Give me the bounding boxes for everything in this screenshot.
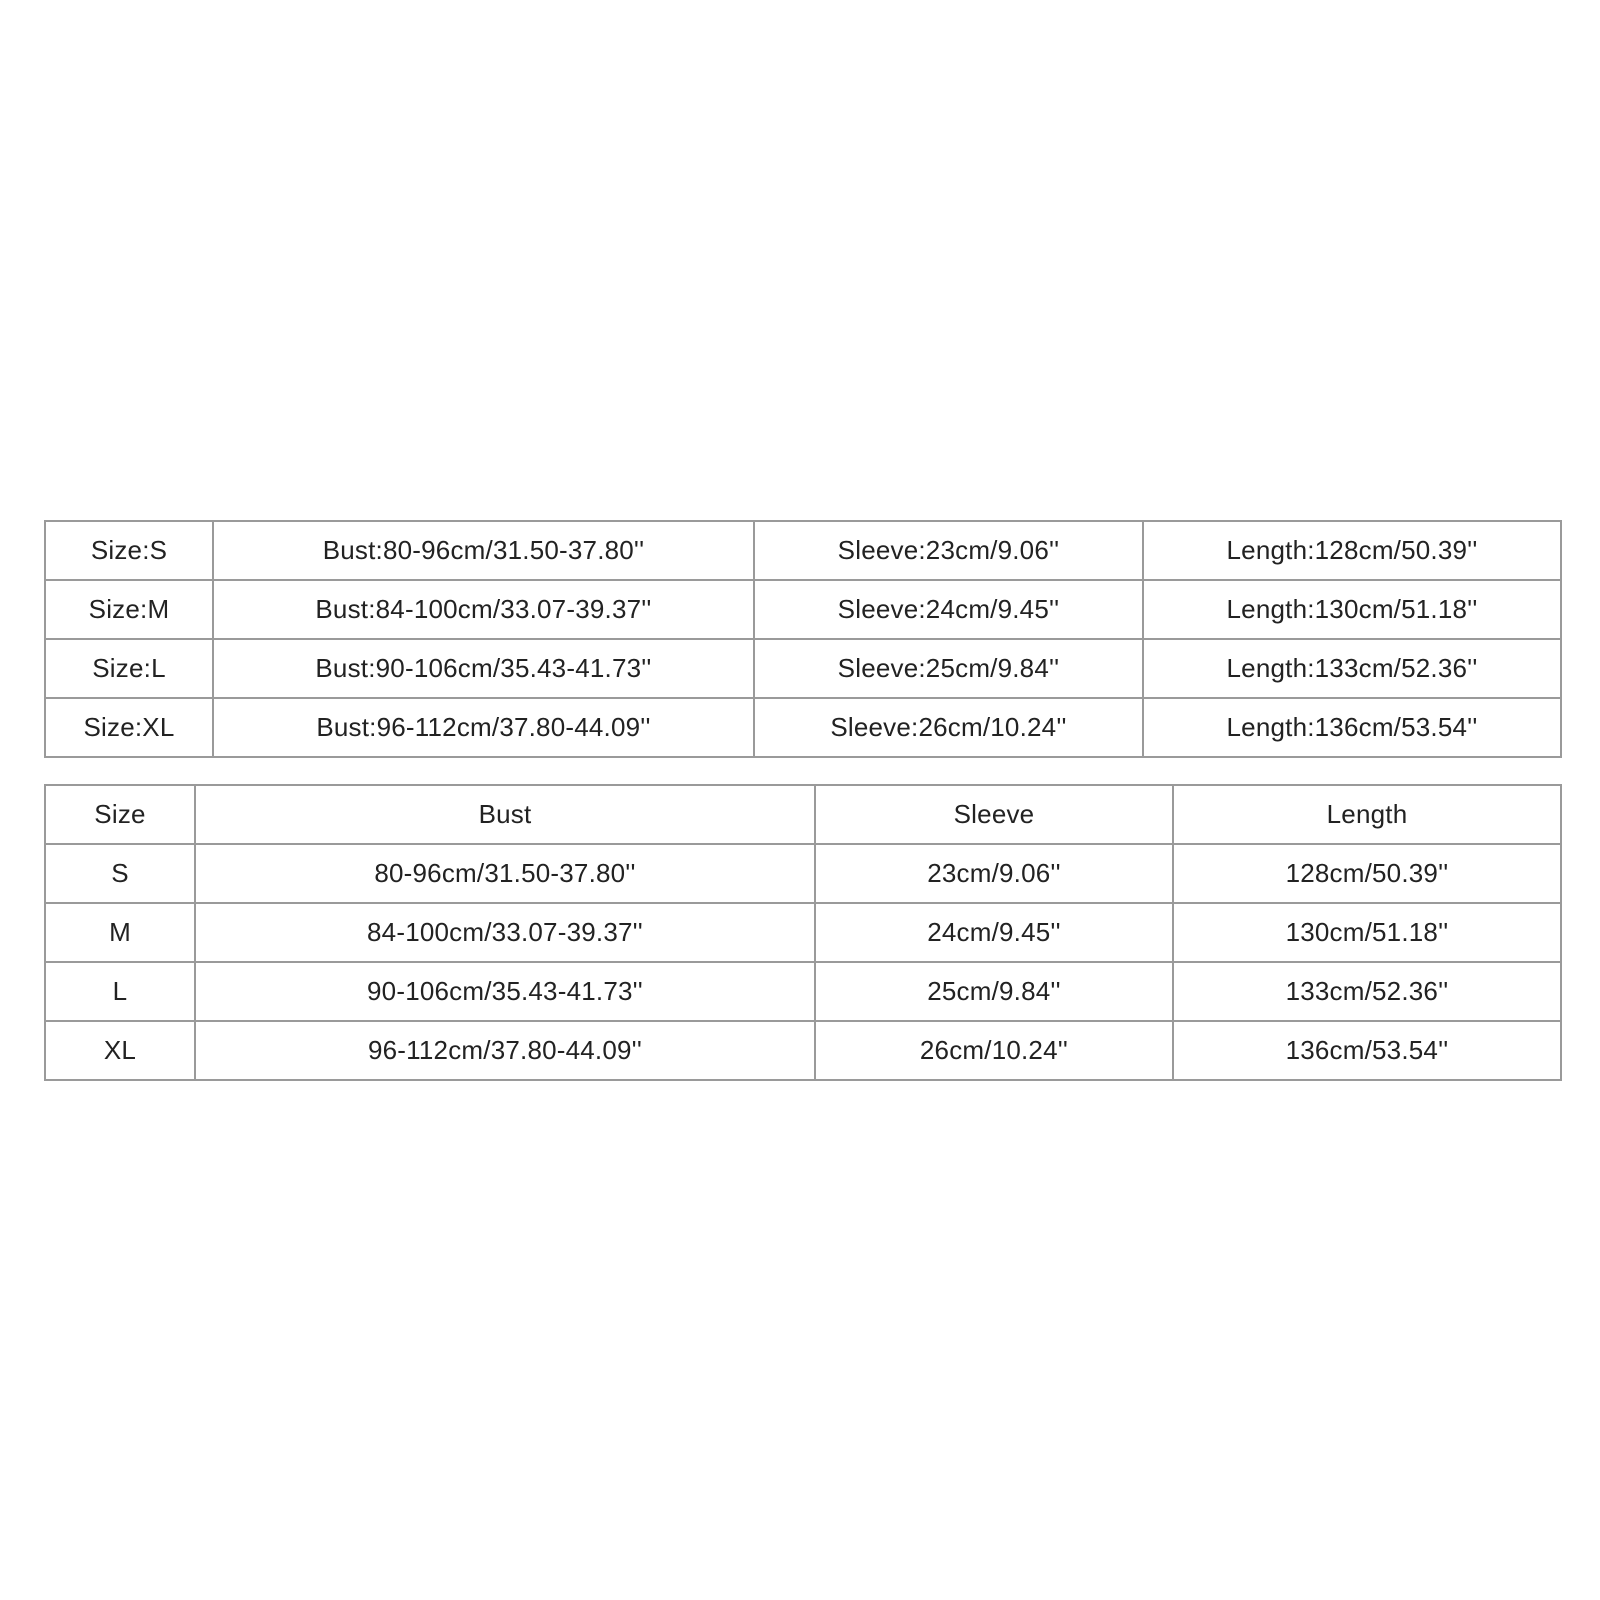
length-cell: 136cm/53.54'' (1173, 1021, 1561, 1080)
size-cell: S (45, 844, 195, 903)
table-row (45, 639, 1561, 698)
bust-cell: Bust:84-100cm/33.07-39.37'' (213, 580, 754, 639)
table-row (45, 962, 1561, 1021)
sleeve-cell: Sleeve:24cm/9.45'' (754, 580, 1143, 639)
size-chart-table-header (44, 784, 1562, 1081)
header-size: Size (45, 785, 195, 844)
sleeve-cell: Sleeve:23cm/9.06'' (754, 521, 1143, 580)
size-cell: Size:L (45, 639, 213, 698)
size-cell: M (45, 903, 195, 962)
table-row (45, 903, 1561, 962)
length-cell: Length:136cm/53.54'' (1143, 698, 1561, 757)
size-cell: XL (45, 1021, 195, 1080)
header-length: Length (1173, 785, 1561, 844)
sleeve-cell: Sleeve:26cm/10.24'' (754, 698, 1143, 757)
length-cell: 130cm/51.18'' (1173, 903, 1561, 962)
length-cell: Length:128cm/50.39'' (1143, 521, 1561, 580)
size-cell: Size:S (45, 521, 213, 580)
length-cell: Length:130cm/51.18'' (1143, 580, 1561, 639)
bust-cell: 96-112cm/37.80-44.09'' (195, 1021, 815, 1080)
bust-cell: 90-106cm/35.43-41.73'' (195, 962, 815, 1021)
header-sleeve: Sleeve (815, 785, 1173, 844)
sleeve-cell: 26cm/10.24'' (815, 1021, 1173, 1080)
table-row (45, 698, 1561, 757)
bust-cell: Bust:80-96cm/31.50-37.80'' (213, 521, 754, 580)
table-row (45, 580, 1561, 639)
bust-cell: Bust:96-112cm/37.80-44.09'' (213, 698, 754, 757)
sleeve-cell: 25cm/9.84'' (815, 962, 1173, 1021)
length-cell: 128cm/50.39'' (1173, 844, 1561, 903)
sleeve-cell: 23cm/9.06'' (815, 844, 1173, 903)
table-row (45, 1021, 1561, 1080)
length-cell: Length:133cm/52.36'' (1143, 639, 1561, 698)
bust-cell: 80-96cm/31.50-37.80'' (195, 844, 815, 903)
table-row (45, 521, 1561, 580)
size-chart-table-labeled (44, 520, 1562, 758)
length-cell: 133cm/52.36'' (1173, 962, 1561, 1021)
size-cell: L (45, 962, 195, 1021)
bust-cell: Bust:90-106cm/35.43-41.73'' (213, 639, 754, 698)
sleeve-cell: Sleeve:25cm/9.84'' (754, 639, 1143, 698)
bust-cell: 84-100cm/33.07-39.37'' (195, 903, 815, 962)
size-cell: Size:M (45, 580, 213, 639)
table-row (45, 844, 1561, 903)
table-header-row (45, 785, 1561, 844)
sleeve-cell: 24cm/9.45'' (815, 903, 1173, 962)
header-bust: Bust (195, 785, 815, 844)
size-cell: Size:XL (45, 698, 213, 757)
